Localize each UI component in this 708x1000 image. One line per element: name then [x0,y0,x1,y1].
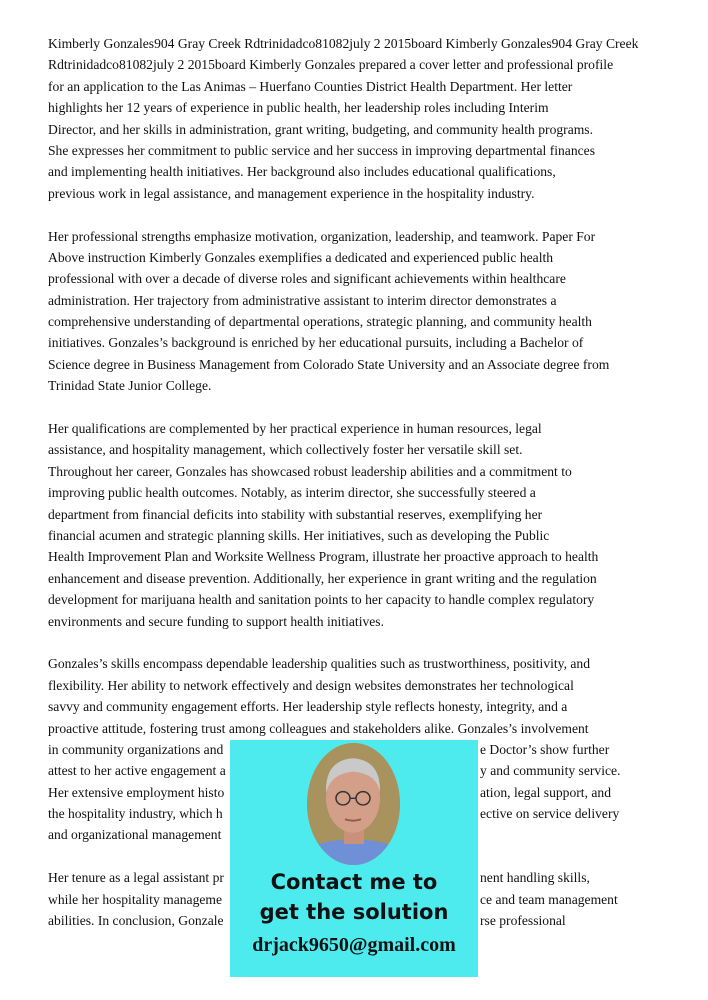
portrait-photo [307,743,400,865]
text-fragment: in community organizations and [48,741,224,757]
text-line: and implementing health initiatives. Her background also includes educational qualifications, [48,164,556,180]
text-line: proactive attitude, fostering trust among colleagues and stakeholders alike. Gonzales’s involvement [48,720,589,736]
text-line: savvy and community engagement efforts. Her leadership style reflects honesty, integrity, and a [48,699,568,715]
text-line: comprehensive understanding of departmental operations, strategic planning, and community health [48,314,592,330]
text-line: Her professional strengths emphasize motivation, organization, leadership, and teamwork. Paper For [48,228,596,244]
text-fragment: ce and team management [480,891,618,907]
paragraph-1 [48,33,688,204]
paragraph-3 [48,418,688,632]
text-fragment: y and community service. [480,763,621,779]
text-fragment: ective on service delivery [480,806,620,822]
text-fragment: and organizational management [48,827,222,843]
text-line: for an application to the Las Animas – Huerfano Counties District Health Department. Her letter [48,78,573,94]
text-fragment: nent handling skills, [480,870,590,886]
text-line: administration. Her trajectory from administrative assistant to interim director demonstrates a [48,292,557,308]
text-line: Her qualifications are complemented by her practical experience in human resources, legal [48,421,542,437]
paragraph-2 [48,226,688,397]
ad-headline-line2: get the solution [259,900,449,924]
text-line: Health Improvement Plan and Worksite Wellness Program, illustrate her proactive approach to health [48,549,599,565]
text-line: previous work in legal assistance, and management experience in the hospitality industry. [48,185,535,201]
text-fragment: abilities. In conclusion, Gonzale [48,913,224,929]
text-fragment: Her extensive employment histo [48,784,225,800]
text-line: improving public health outcomes. Notably, as interim director, she successfully steered a [48,485,536,501]
contact-email-link[interactable]: drjack9650@gmail.com [252,934,456,956]
text-line: professional with over a decade of diverse roles and significant achievements within healthcare [48,271,566,287]
text-fragment: while her hospitality manageme [48,891,223,907]
text-fragment: attest to her active engagement a [48,763,226,779]
text-line: Rdtrinidadco81082july 2 2015board Kimberly Gonzales prepared a cover letter and professional profile [48,57,614,73]
text-line: initiatives. Gonzales’s background is enriched by her educational pursuits, including a Bachelor of [48,335,584,351]
text-fragment: Her tenure as a legal assistant pr [48,870,224,886]
person-portrait-icon [307,743,400,865]
text-line: She expresses her commitment to public service and her success in improving departmental finances [48,142,595,158]
text-line: flexibility. Her ability to network effectively and design websites demonstrates her technological [48,677,574,693]
text-line: assistance, and hospitality management, which collectively foster her versatile skill set. [48,442,523,458]
text-fragment: the hospitality industry, which h [48,806,223,822]
text-line: Throughout her career, Gonzales has showcased robust leadership abilities and a commitment to [48,463,572,479]
text-fragment: e Doctor’s show further [480,741,610,757]
text-line: development for marijuana health and sanitation points to her capacity to handle complex regulatory [48,592,595,608]
ad-headline-line1: Contact me to [270,870,438,894]
contact-ad-banner[interactable] [230,740,478,977]
text-line: Science degree in Business Management from Colorado State University and an Associate degree from [48,356,610,372]
text-line: department from financial deficits into stability with substantial reserves, exemplifying her [48,506,543,522]
text-line: financial acumen and strategic planning skills. Her initiatives, such as developing the Public [48,527,550,543]
text-line: Director, and her skills in administration, grant writing, budgeting, and community health programs. [48,121,593,137]
text-line: highlights her 12 years of experience in public health, her leadership roles including Interim [48,100,549,116]
text-line: Above instruction Kimberly Gonzales exemplifies a dedicated and experienced public health [48,249,554,265]
text-line: environments and secure funding to support health initiatives. [48,613,384,629]
text-line: Kimberly Gonzales904 Gray Creek Rdtrinidadco81082july 2 2015board Kimberly Gonzales904 Gray Creek [48,36,639,51]
text-line: enhancement and disease prevention. Additionally, her experience in grant writing and the regulation [48,570,597,586]
text-fragment: ation, legal support, and [480,784,611,800]
text-line: Trinidad State Junior College. [48,378,212,394]
text-line: Gonzales’s skills encompass dependable leadership qualities such as trustworthiness, positivity, and [48,656,591,672]
text-fragment: rse professional [480,913,566,929]
